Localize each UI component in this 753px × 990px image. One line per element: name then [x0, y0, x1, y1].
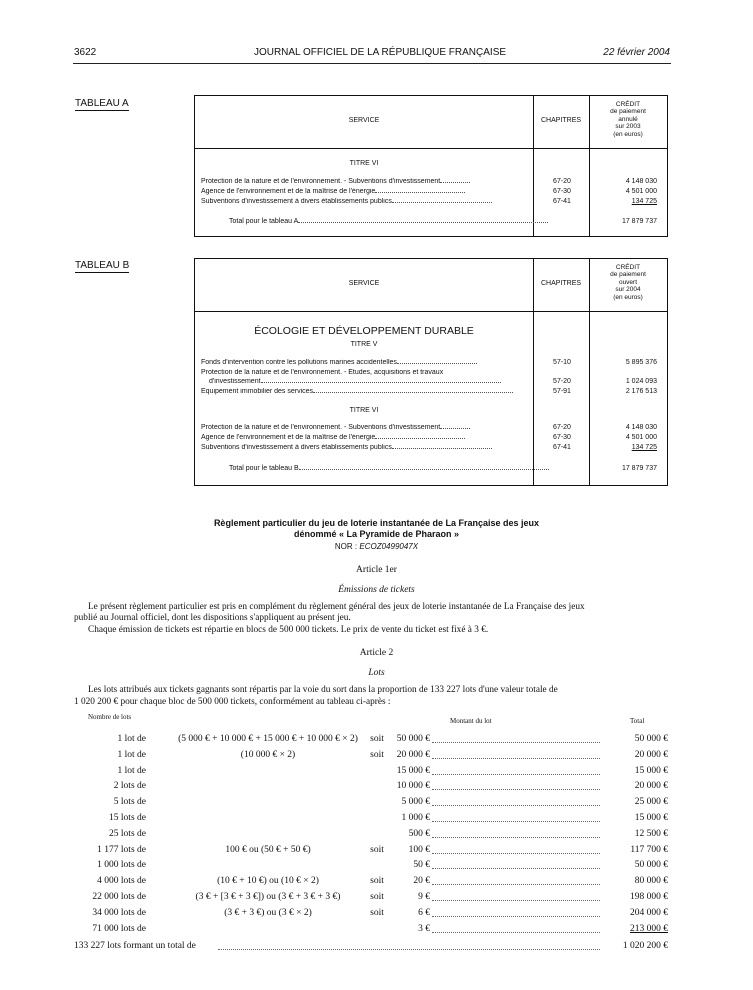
lot-amount: 10 000 €: [396, 781, 430, 792]
total-value: 17 879 737: [621, 465, 657, 472]
row-chapitre: 57-91: [553, 388, 571, 395]
lot-total: 20 000 €: [634, 749, 668, 760]
page-number: 3622: [74, 47, 97, 58]
lot-count: 1 000 lots de: [97, 860, 146, 871]
leader-dots: [432, 797, 600, 806]
lot-count: 4 000 lots de: [97, 876, 146, 887]
article-2: Article 2: [359, 648, 394, 658]
row-credit: 2 176 513: [625, 388, 657, 395]
lot-row: [0, 813, 753, 827]
nor-line: NOR : ECOZ0499047X: [334, 542, 419, 551]
lots-total-row: [0, 941, 753, 955]
lot-row: [0, 892, 753, 906]
row-service: Subventions d'investissement à divers établissements publics: [201, 444, 529, 451]
leader-dots: [432, 908, 600, 917]
row-chapitre: 67-41: [553, 198, 571, 205]
titre-vi: TITRE VI: [349, 160, 379, 167]
lot-row: [0, 829, 753, 843]
lot-total: 50 000 €: [634, 734, 668, 744]
col-chapitres: CHAPITRES: [540, 117, 582, 124]
col-credit: CRÉDIT de paiement ouvert sur 2004 (en euros): [610, 264, 646, 301]
row-chapitre: 67-30: [553, 434, 571, 441]
lot-soit: soit: [370, 749, 384, 760]
lot-soit: soit: [370, 907, 384, 918]
row-service-cont: d'investissement: [209, 378, 537, 385]
leader-dots: [432, 781, 600, 790]
row-chapitre: 67-30: [553, 188, 571, 195]
lot-soit: soit: [370, 734, 384, 744]
tableau-b: [194, 258, 668, 486]
row-service: Agence de l'environnement et de la maîtrise de l'énergie: [201, 188, 529, 195]
tableau-a-label: TABLEAU A: [75, 98, 129, 109]
row-service: Subventions d'investissement à divers établissements publics: [201, 198, 529, 205]
col-total: Total: [630, 717, 645, 725]
lot-count: 2 lots de: [113, 781, 146, 792]
paragraph-1c: Chaque émission de tickets est répartie en blocs de 500 000 tickets. Le prix de vente du ticket est fixé à 3 €.: [88, 625, 489, 635]
article-1: Article 1er: [356, 565, 397, 575]
leader-dots: [432, 829, 600, 838]
header-rule: [73, 63, 671, 64]
lot-total: 80 000 €: [634, 876, 668, 887]
leader-dots: [432, 750, 600, 759]
leader-dots: [432, 892, 600, 901]
lot-amount: 3 €: [418, 923, 430, 934]
total-label: Total pour le tableau A: [229, 218, 548, 225]
lot-total: 50 000 €: [634, 860, 668, 871]
leader-dots: [432, 845, 600, 854]
journal-title: JOURNAL OFFICIEL DE LA RÉPUBLIQUE FRANÇAISE: [253, 47, 507, 58]
lot-soit: soit: [370, 892, 384, 902]
reglement-title-2: dénommé « La Pyramide de Pharaon »: [293, 529, 460, 539]
col-nombre-lots: Nombre de lots: [88, 713, 132, 721]
col-montant-lot: Montant du lot: [450, 717, 492, 725]
lot-calculation: (10 000 € × 2): [240, 749, 296, 760]
lot-count: 34 000 lots de: [92, 907, 146, 918]
tableau-a: [194, 95, 668, 237]
lot-row: [0, 860, 753, 874]
lot-row: [0, 734, 753, 748]
lot-calculation: 100 € ou (50 € + 50 €): [225, 844, 311, 855]
paragraph-1b: publié au Journal officiel, dont les dispositions s'appliquent au présent jeu.: [74, 613, 351, 623]
row-service: Protection de la nature et de l'environnement. - Subventions d'investissement: [201, 424, 529, 431]
leader-dots: [432, 860, 600, 869]
leader-dots: [218, 941, 600, 950]
leader-dots: [432, 766, 600, 775]
lot-total: 198 000 €: [630, 892, 668, 902]
lot-total: 25 000 €: [634, 797, 668, 808]
lot-amount: 50 €: [413, 860, 430, 871]
col-service: SERVICE: [348, 117, 380, 124]
lot-row: [0, 766, 753, 780]
lot-row: [0, 924, 753, 938]
lot-total: 20 000 €: [634, 781, 668, 792]
lot-soit: soit: [370, 876, 384, 887]
article-2-title: Lots: [368, 668, 385, 678]
paragraph-1a: Le présent règlement particulier est pris en complément du règlement général des jeux de loterie instantanée de La Française des jeux: [88, 602, 585, 612]
lot-count: 22 000 lots de: [92, 892, 146, 902]
lots-total-label: 133 227 lots formant un total de: [74, 941, 196, 952]
lot-amount: 5 000 €: [401, 797, 430, 808]
lot-amount: 500 €: [408, 828, 430, 839]
lot-row: [0, 750, 753, 764]
lot-total: 117 700 €: [630, 844, 668, 855]
lot-total: 204 000 €: [630, 907, 668, 918]
row-chapitre: 67-41: [553, 444, 571, 451]
lot-amount: 1 000 €: [401, 813, 430, 823]
lot-amount: 100 €: [408, 844, 430, 855]
lot-calculation: (5 000 € + 10 000 € + 15 000 € + 10 000 € × 2): [178, 734, 358, 744]
lot-total: 15 000 €: [634, 765, 668, 776]
page-date: 22 février 2004: [603, 47, 670, 58]
lot-amount: 20 000 €: [396, 749, 430, 760]
row-credit: 4 501 000: [625, 434, 657, 441]
tableau-b-label: TABLEAU B: [75, 260, 130, 271]
row-chapitre: 67-20: [553, 178, 571, 185]
lot-amount: 9 €: [418, 892, 430, 902]
lot-calculation: (3 € + 3 €) ou (3 € × 2): [224, 907, 312, 918]
lot-row: [0, 908, 753, 922]
lots-total-value: 1 020 200 €: [622, 941, 668, 952]
lot-calculation: (3 € + [3 € + 3 €]) ou (3 € + 3 € + 3 €): [195, 892, 341, 902]
lot-row: [0, 845, 753, 859]
lot-total: 12 500 €: [634, 828, 668, 839]
leader-dots: [432, 876, 600, 885]
row-credit: 1 024 093: [625, 378, 657, 385]
lot-count: 25 lots de: [109, 828, 146, 839]
lot-total: 213 000 €: [630, 923, 668, 934]
row-service: Fonds d'intervention contre les pollutions marines accidentelles: [201, 359, 529, 366]
row-chapitre: 67-20: [553, 424, 571, 431]
titre-vi: TITRE VI: [349, 407, 379, 414]
lot-count: 1 lot de: [117, 765, 146, 776]
row-credit: 4 148 030: [625, 178, 657, 185]
paragraph-2b: 1 020 200 € pour chaque bloc de 500 000 tickets, conformément au tableau ci-après :: [74, 697, 391, 707]
col-service: SERVICE: [348, 280, 380, 287]
lot-count: 1 lot de: [117, 734, 146, 744]
lot-count: 1 lot de: [117, 749, 146, 760]
lot-calculation: (10 € + 10 €) ou (10 € × 2): [217, 876, 319, 887]
lot-total: 15 000 €: [634, 813, 668, 823]
row-credit: 4 148 030: [625, 424, 657, 431]
paragraph-2a: Les lots attribués aux tickets gagnants sont répartis par la voie du sort dans la proportion de 133 227 lots d'une valeur totale de: [88, 685, 558, 695]
lot-row: [0, 781, 753, 795]
article-1-title: Émissions de tickets: [338, 585, 415, 595]
lot-amount: 6 €: [418, 907, 430, 918]
row-credit: 134 725: [631, 198, 657, 205]
lot-count: 71 000 lots de: [92, 923, 146, 934]
row-credit: 4 501 000: [625, 188, 657, 195]
col-chapitres: CHAPITRES: [540, 280, 582, 287]
row-credit: 134 725: [631, 444, 657, 451]
lot-amount: 15 000 €: [396, 765, 430, 776]
row-service: Protection de la nature et de l'environnement. - Études, acquisitions et travaux: [201, 369, 444, 376]
row-chapitre: 57-20: [553, 378, 571, 385]
lot-soit: soit: [370, 844, 384, 855]
lot-row: [0, 797, 753, 811]
row-chapitre: 57-10: [553, 359, 571, 366]
lot-amount: 20 €: [413, 876, 430, 887]
lot-count: 5 lots de: [113, 797, 146, 808]
row-service: Agence de l'environnement et de la maîtrise de l'énergie: [201, 434, 529, 441]
row-service: Protection de la nature et de l'environnement. - Subventions d'investissement: [201, 178, 529, 185]
reglement-title-1: Règlement particulier du jeu de loterie instantanée de La Française des jeux: [213, 518, 540, 528]
total-value: 17 879 737: [621, 218, 657, 225]
titre-v: TITRE V: [350, 341, 378, 348]
lot-amount: 50 000 €: [396, 734, 430, 744]
row-service: Équipement immobilier des services: [201, 388, 529, 395]
lot-count: 15 lots de: [109, 813, 146, 823]
lot-count: 1 177 lots de: [97, 844, 146, 855]
total-label: Total pour le tableau B: [229, 465, 549, 472]
leader-dots: [432, 734, 600, 743]
leader-dots: [432, 924, 600, 933]
leader-dots: [432, 813, 600, 822]
lot-row: [0, 876, 753, 890]
section-title: ÉCOLOGIE ET DÉVELOPPEMENT DURABLE: [254, 325, 474, 337]
col-credit: CRÉDIT de paiement annulé sur 2003 (en euros): [610, 101, 646, 138]
row-credit: 5 895 376: [625, 359, 657, 366]
